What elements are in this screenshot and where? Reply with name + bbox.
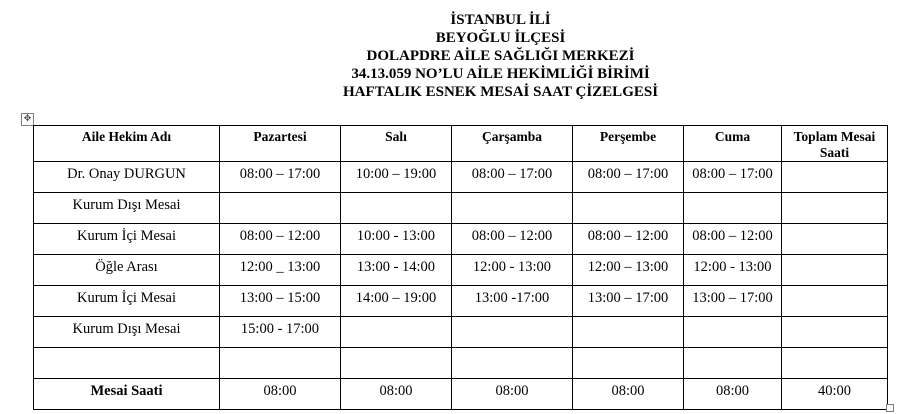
table-cell <box>684 348 782 379</box>
table-cell <box>452 348 573 379</box>
table-cell: 08:00 – 12:00 <box>684 224 782 255</box>
table-cell: 08:00 – 12:00 <box>220 224 341 255</box>
schedule-table <box>33 125 888 410</box>
row-label: Kurum Dışı Mesai <box>34 317 220 348</box>
row-label: Kurum İçi Mesai <box>34 224 220 255</box>
table-cell: 14:00 – 19:00 <box>341 286 452 317</box>
row-label: Öğle Arası <box>34 255 220 286</box>
column-header-friday: Cuma <box>684 126 782 162</box>
table-cell <box>341 317 452 348</box>
total-cell: 40:00 <box>782 379 888 410</box>
total-cell: 08:00 <box>452 379 573 410</box>
table-cell <box>782 224 888 255</box>
total-cell: 08:00 <box>573 379 684 410</box>
table-cell <box>782 317 888 348</box>
table-row <box>34 348 888 379</box>
table-cell: 08:00 – 17:00 <box>452 162 573 193</box>
row-label: Dr. Onay DURGUN <box>34 162 220 193</box>
table-cell: 10:00 - 13:00 <box>341 224 452 255</box>
total-row <box>34 379 888 410</box>
table-cell <box>782 286 888 317</box>
table-cell: 10:00 – 19:00 <box>341 162 452 193</box>
column-header-doctor: Aile Hekim Adı <box>34 126 220 162</box>
table-cell <box>341 193 452 224</box>
table-cell: 08:00 – 17:00 <box>573 162 684 193</box>
column-header-wednesday: Çarşamba <box>452 126 573 162</box>
total-cell: 08:00 <box>341 379 452 410</box>
column-header-tuesday: Salı <box>341 126 452 162</box>
table-cell <box>452 317 573 348</box>
header-line: DOLAPDRE AİLE SAĞLIĞI MERKEZİ <box>366 48 635 64</box>
table-cell <box>573 348 684 379</box>
table-cell: 08:00 – 17:00 <box>684 162 782 193</box>
table-cell: 08:00 – 12:00 <box>573 224 684 255</box>
table-cell: 13:00 – 17:00 <box>684 286 782 317</box>
row-label: Kurum İçi Mesai <box>34 286 220 317</box>
row-label <box>34 348 220 379</box>
table-cell <box>452 193 573 224</box>
document-header <box>0 11 901 101</box>
header-line: 34.13.059 NO’LU AİLE HEKİMLİĞİ BİRİMİ <box>351 66 650 82</box>
table-cell: 08:00 – 12:00 <box>452 224 573 255</box>
table-row <box>34 162 888 193</box>
table-cell: 13:00 – 15:00 <box>220 286 341 317</box>
header-line: İSTANBUL İLİ <box>450 12 551 28</box>
column-header-monday: Pazartesi <box>220 126 341 162</box>
table-row <box>34 317 888 348</box>
total-cell: 08:00 <box>684 379 782 410</box>
table-cell: 15:00 - 17:00 <box>220 317 341 348</box>
total-cell: 08:00 <box>220 379 341 410</box>
row-label: Kurum Dışı Mesai <box>34 193 220 224</box>
table-cell <box>782 162 888 193</box>
header-line: HAFTALIK ESNEK MESAİ SAAT ÇİZELGESİ <box>342 84 659 100</box>
table-cell: 13:00 – 17:00 <box>573 286 684 317</box>
table-cell <box>573 317 684 348</box>
table-cell <box>220 348 341 379</box>
table-row <box>34 255 888 286</box>
table-cell <box>684 317 782 348</box>
table-cell: 12:00 - 13:00 <box>684 255 782 286</box>
table-cell <box>782 193 888 224</box>
table-cell <box>220 193 341 224</box>
table-cell: 13:00 -17:00 <box>452 286 573 317</box>
table-cell: 08:00 – 17:00 <box>220 162 341 193</box>
table-cell: 12:00 – 13:00 <box>573 255 684 286</box>
header-line: BEYOĞLU İLÇESİ <box>435 30 566 46</box>
table-cell: 13:00 - 14:00 <box>341 255 452 286</box>
table-cell <box>684 193 782 224</box>
table-cell <box>782 348 888 379</box>
column-header-thursday: Perşembe <box>573 126 684 162</box>
table-row <box>34 193 888 224</box>
resize-square-icon[interactable] <box>886 404 894 412</box>
column-header-total: Toplam Mesai Saati <box>782 126 888 162</box>
table-row <box>34 224 888 255</box>
total-row-label: Mesai Saati <box>34 379 220 410</box>
table-header-row <box>34 126 888 162</box>
table-cell: 12:00 - 13:00 <box>452 255 573 286</box>
table-cell <box>782 255 888 286</box>
table-cell <box>573 193 684 224</box>
table-cell <box>341 348 452 379</box>
move-arrows-icon[interactable]: ✥ <box>21 113 34 126</box>
table-row <box>34 286 888 317</box>
table-cell: 12:00 _ 13:00 <box>220 255 341 286</box>
